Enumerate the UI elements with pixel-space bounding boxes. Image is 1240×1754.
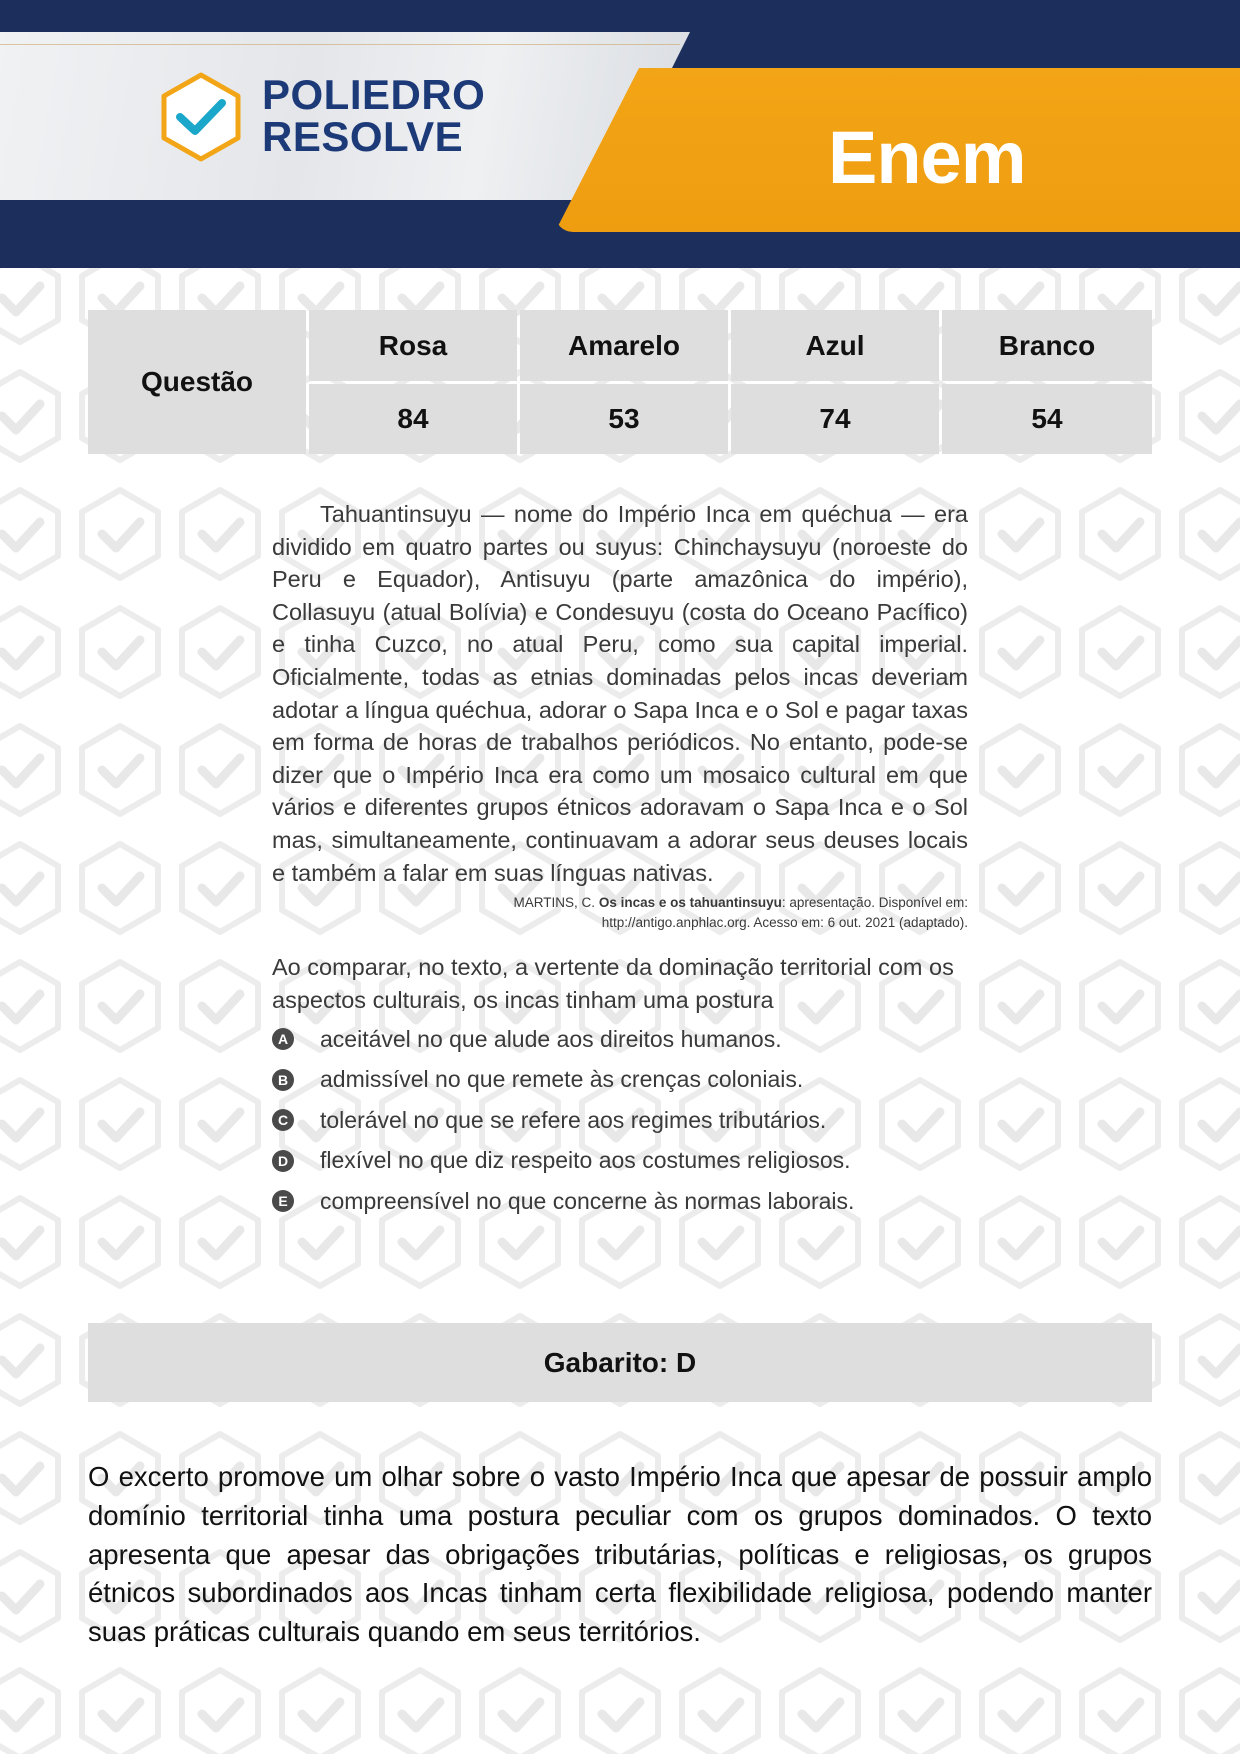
question-passage: Tahuantinsuyu — nome do Império Inca em quéchua — era dividido em quatro partes ou suyus: Chinchaysuyu (noroeste do Peru e Equador), Antisuyu (parte amazônica do império), Collasuyu (atual Bolívia) e Condesuyu (costa do Oceano Pacífico) e tinha Cuzco, no atual Peru, como sua capital imperial. Oficialmente, todas as etnias dominadas pelos incas deveriam adotar a língua quéchua, adorar o Sapa Inca e o Sol e pagar taxas em forma de horas de trabalhos periódicos. No entanto, pode-se dizer que o Império Inca era como um mosaico cultural em que vários e diferentes grupos étnicos adoravam o Sapa Inca e o Sol mas, simultaneamente, continuavam a adorar seus deuses locais e também a falar em suas línguas nativas. xyxy=(272,501,968,886)
option-b-text: admissível no que remete às crenças coloniais. xyxy=(320,1066,804,1093)
table-header-amarelo: Amarelo xyxy=(520,310,728,381)
table-header-azul: Azul xyxy=(731,310,939,381)
option-a-text: aceitável no que alude aos direitos humanos. xyxy=(320,1025,782,1052)
question-version-table xyxy=(88,310,1152,454)
answer-explanation: O excerto promove um olhar sobre o vasto Império Inca que apesar de possuir amplo domínio territorial tinha uma postura peculiar com os grupos dominados. O texto apresenta que apesar das obrigações tributárias, políticas e religiosas, os grupos étnicos subordinados aos Incas tinham certa flexibilidade religiosa, podendo manter suas práticas culturais quando em seus territórios. xyxy=(88,1461,1152,1648)
option-c-text: tolerável no que se refere aos regimes tributários. xyxy=(320,1106,827,1133)
answer-options xyxy=(272,1019,968,1222)
citation-author: MARTINS, C. xyxy=(513,895,596,911)
brand-logotype xyxy=(262,71,486,160)
citation-title: Os incas e os tahuantinsuyu xyxy=(598,895,782,911)
table-value-branco: 54 xyxy=(942,384,1152,454)
table-value-amarelo: 53 xyxy=(520,384,728,454)
passage-citation xyxy=(272,893,968,933)
table-header-branco: Branco xyxy=(942,310,1152,381)
header-divider xyxy=(0,44,680,45)
option-e-letter-icon: E xyxy=(272,1190,294,1212)
question-prompt: Ao comparar, no texto, a vertente da dominação territorial com os aspectos culturais, os incas tinham uma postura xyxy=(272,954,954,1014)
option-c xyxy=(272,1100,968,1141)
option-b xyxy=(272,1060,968,1101)
option-e-text: compreensível no que concerne às normas laborais. xyxy=(320,1187,855,1214)
option-e xyxy=(272,1181,968,1222)
exam-title: Enem xyxy=(828,116,1026,199)
question-block xyxy=(272,498,968,1222)
option-d-text: flexível no que diz respeito aos costumes religiosos. xyxy=(320,1147,851,1174)
option-d-letter-icon: D xyxy=(272,1150,294,1172)
table-header-rosa: Rosa xyxy=(309,310,517,381)
table-row-label: Questão xyxy=(88,310,306,454)
option-a xyxy=(272,1019,968,1060)
brand-line-2: RESOLVE xyxy=(262,113,464,160)
option-b-letter-icon: B xyxy=(272,1069,294,1091)
option-d xyxy=(272,1141,968,1182)
citation-url: http://antigo.anphlac.org. Acesso em: 6 out. 2021 (adaptado). xyxy=(601,915,968,931)
option-a-letter-icon: A xyxy=(272,1028,294,1050)
brand-line-1: POLIEDRO xyxy=(262,71,486,118)
table-value-azul: 74 xyxy=(731,384,939,454)
citation-source: : apresentação. Disponível em: xyxy=(781,895,968,911)
option-c-letter-icon: C xyxy=(272,1109,294,1131)
table-value-rosa: 84 xyxy=(309,384,517,454)
poliedro-check-icon xyxy=(158,70,244,164)
answer-key: Gabarito: D xyxy=(88,1323,1152,1402)
header-banner xyxy=(0,0,1240,268)
